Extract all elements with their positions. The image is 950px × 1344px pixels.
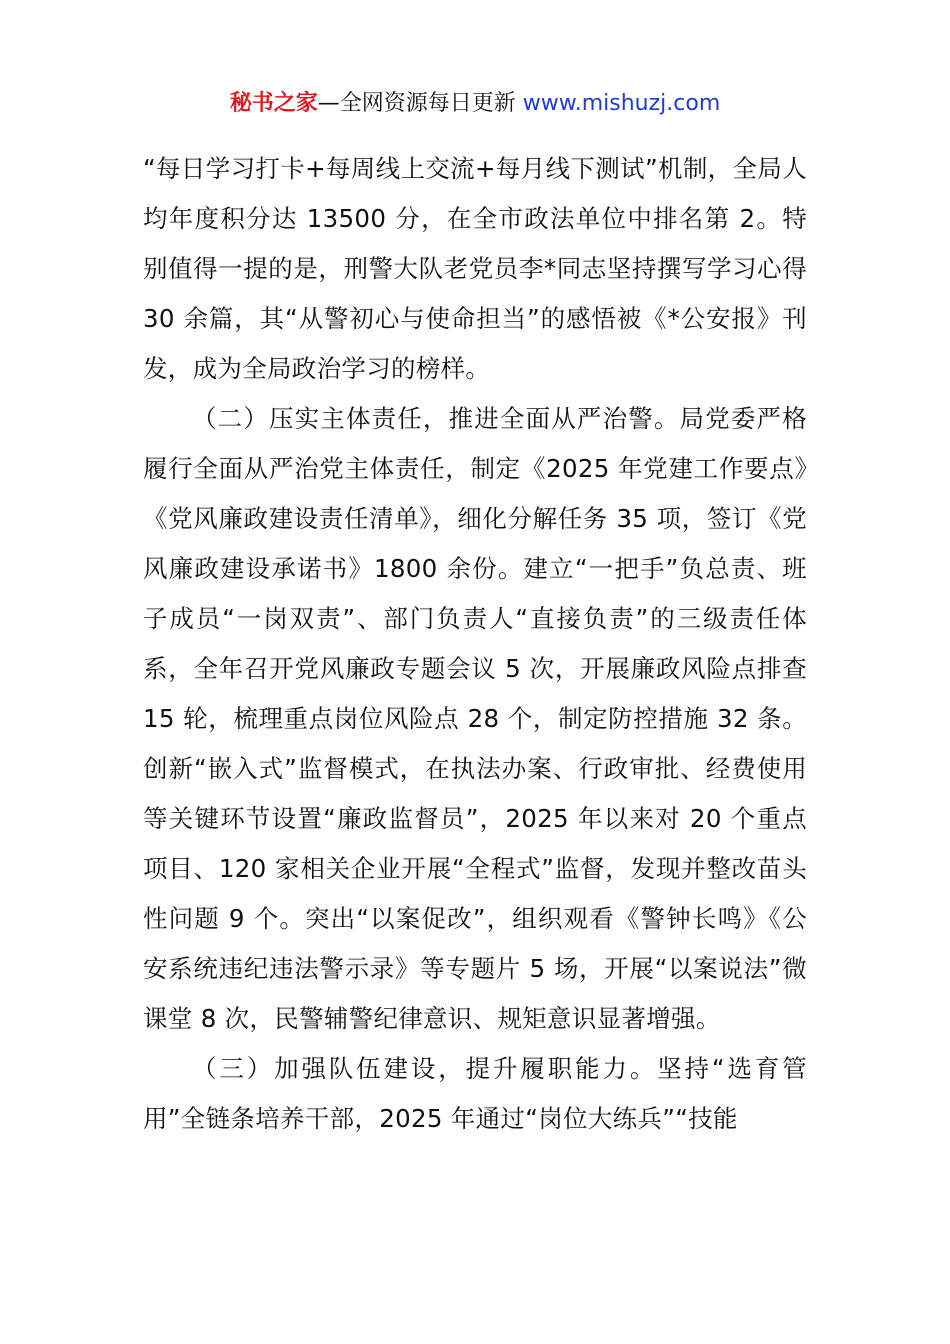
header-slogan: —全网资源每日更新	[317, 91, 523, 116]
paragraph-section-two: （二）压实主体责任，推进全面从严治警。局党委严格履行全面从严治党主体责任，制定《2025 年党建工作要点》《党风廉政建设责任清单》，细化分解任务 35 项，签订《党风廉政建设承诺书》1800 余份。建立“一把手”负总责、班子成员“一岗双责”、部门负责人“直接负责”的三级责任体系，全年召开党风廉政专题会议 5 次，开展廉政风险点排查 15 轮，梳理重点岗位风险点 28 个，制定防控措施 32 条。创新“嵌入式”监督模式，在执法办案、行政审批、经费使用等关键环节设置“廉政监督员”，2025 年以来对 20 个重点项目、120 家相关企业开展“全程式”监督，发现并整改苗头性问题 9 个。突出“以案促改”，组织观看《警钟长鸣》《公安系统违纪违法警示录》等专题片 5 场，开展“以案说法”微课堂 8 次，民警辅警纪律意识、规矩意识显著增强。	[143, 404, 807, 1033]
paragraph-continuation: “每日学习打卡+每周线上交流+每月线下测试”机制，全局人均年度积分达 13500 分，在全市政法单位中排名第 2。特别值得一提的是，刑警大队老党员李*同志坚持撰写学习心得 30 余篇，其“从警初心与使命担当”的感悟被《*公安报》刊发，成为全局政治学习的榜样。	[143, 154, 807, 383]
paragraph-section-three: （三）加强队伍建设，提升履职能力。坚持“选育管用”全链条培养干部，2025 年通过“岗位大练兵”“技能	[143, 1054, 807, 1133]
document-body	[143, 144, 807, 1144]
header-site-link[interactable]: www.mishuzj.com	[522, 91, 721, 116]
header-brand: 秘书之家	[229, 91, 318, 116]
page-header	[0, 88, 950, 120]
